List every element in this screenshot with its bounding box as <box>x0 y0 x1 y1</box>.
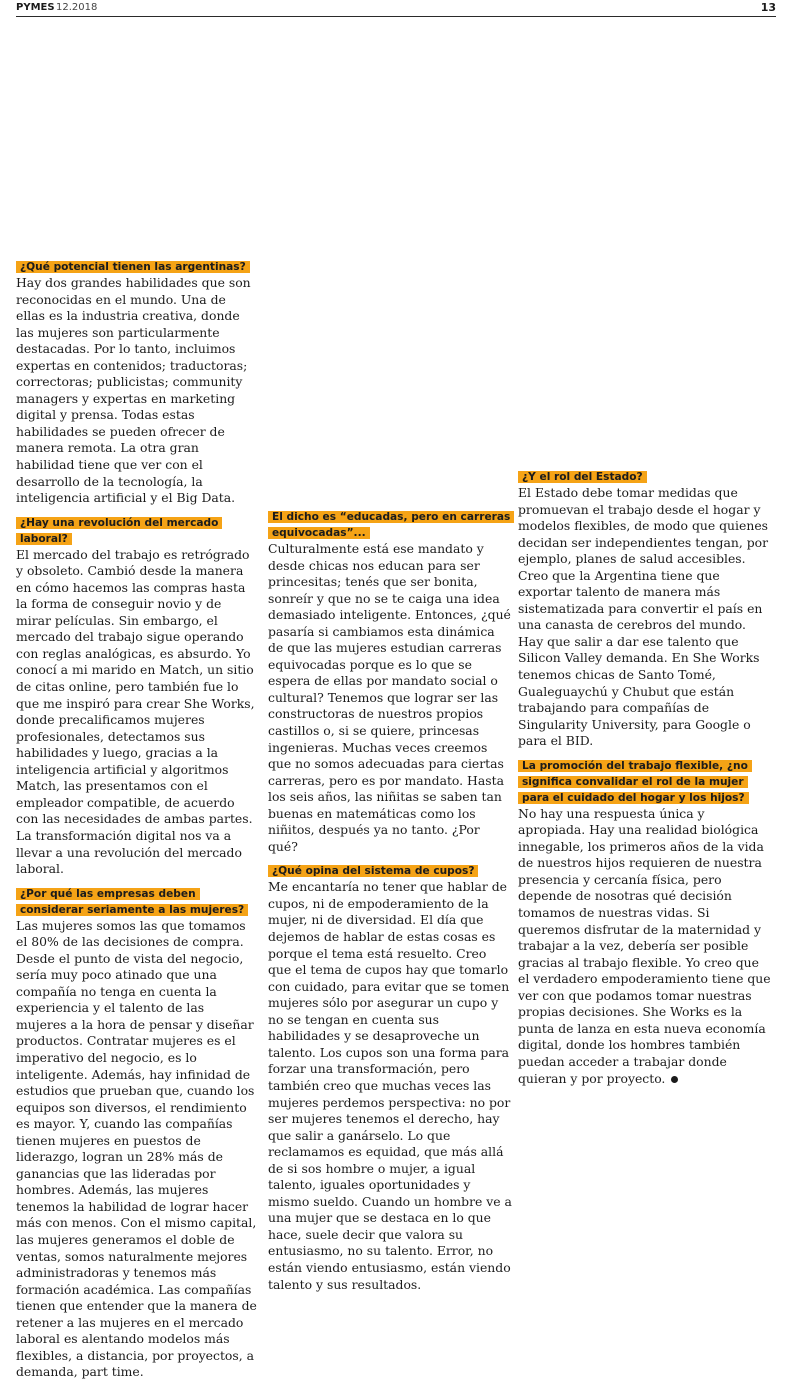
question-heading: ¿Hay una revolución del mercado laboral? <box>16 515 258 547</box>
column-1 <box>16 259 258 1380</box>
answer-paragraph: No hay una respuesta única y apropiada. Hay una realidad biológica innegable, los primeros años de la vida de nuestros hijos requieren de nuestra presencia y cercanía física, pero depende de nosotras qué decisión tomamos de nuestras vidas. Si queremos disfrutar de la maternidad y trabajar a la vez, debería ser posible gracias al trabajo flexible. Yo creo que el verdadero empoderamiento tiene que ver con que podamos tomar nuestras propias decisiones. She Works es la punta de lanza en esta nueva economía digital, donde los hombres también puedan acceder a trabajar donde quieran y por proyecto. <box>518 805 771 1086</box>
answer-paragraph: Me encantaría no tener que hablar de cupos, ni de empoderamiento de la mujer, ni de diversidad. El día que dejemos de hablar de estas cosas es porque el tema está resuelto. Creo que el tema de cupos hay que tomarlo con cuidado, para evitar que se tomen mujeres sólo por asegurar un cupo y no se tengan en cuenta sus habilidades y se desaproveche un talento. Los cupos son una forma para forzar una transformación, pero también creo que muchas veces las mujeres perdemos perspectiva: no por ser mujeres tenemos el derecho, hay que salir a ganárselo. Lo que reclamamos es equidad, que más allá de si sos hombre o mujer, a igual talento, iguales oportunidades y mismo sueldo. Cuando un hombre ve a una mujer que se destaca en lo que hace, suele decir que valora su entusiasmo, no su talento. Error, no están viendo entusiasmo, están viendo talento y sus resultados. <box>268 879 512 1292</box>
page-number: 13 <box>760 1 776 14</box>
question-heading: ¿Y el rol del Estado? <box>518 469 772 485</box>
section-name: PYMES <box>16 2 55 13</box>
question-heading: El dicho es “educadas, pero en carreras equivocadas”... <box>268 509 512 541</box>
answer-paragraph: Culturalmente está ese mandato y desde chicas nos educan para ser princesitas; tenés que ser bonita, sonreír y que no se te caiga una idea demasiado inteligente. Entonces, ¿qué pasaría si cambiamos esta dinámica de que las mujeres estudian carreras equivocadas porque es lo que se espera de ellas por mandato social o cultural? Tenemos que lograr ser las constructoras de nuestros propios castillos o, si se quiere, princesas ingenieras. Muchas veces creemos que no somos adecuadas para ciertas carreras, pero es por mandato. Hasta los seis años, las niñitas se saben tan buenas en matemáticas como los niñitos, después ya no tanto. ¿Por qué? <box>268 541 511 854</box>
answer-paragraph: Hay dos grandes habilidades que son reconocidas en el mundo. Una de ellas es la industria creativa, donde las mujeres son particularmente destacadas. Por lo tanto, incluimos expertas en contenidos; traductoras; correctoras; publicistas; community managers y expertas en marketing digital y prensa. Todas estas habilidades se pueden ofrecer de manera remota. La otra gran habilidad tiene que ver con el desarrollo de la tecnología, la inteligencia artificial y el Big Data. <box>16 275 251 506</box>
page-header <box>16 0 776 17</box>
answer-paragraph: El mercado del trabajo es retrógrado y obsoleto. Cambió desde la manera en cómo hacemos las compras hasta la forma de conseguir novio y de mirar películas. Sin embargo, el mercado del trabajo sigue operando con reglas analógicas, es absurdo. Yo conocí a mi marido en Match, un sitio de citas online, pero también fue lo que me inspiró para crear She Works, donde precalificamos mujeres profesionales, detectamos sus habilidades y luego, gracias a la inteligencia artificial y algoritmos Match, las presentamos con el empleador compatible, de acuerdo con las necesidades de ambas partes. La transformación digital nos va a llevar a una revolución del mercado laboral. <box>16 546 255 877</box>
question-heading: La promoción del trabajo flexible, ¿no significa convalidar el rol de la mujer para el cuidado del hogar y los hijos? <box>518 758 772 806</box>
end-of-article-mark <box>671 1076 678 1083</box>
answer-paragraph: Las mujeres somos las que tomamos el 80% de las decisiones de compra. Desde el punto de vista del negocio, sería muy poco atinado que una compañía no tenga en cuenta la experiencia y el talento de las mujeres a la hora de pensar y diseñar productos. Contratar mujeres es el imperativo del negocio, es lo inteligente. Además, hay infinidad de estudios que prueban que, cuando los equipos son diversos, el rendimiento es mayor. Y, cuando las compañías tienen mujeres en puestos de liderazgo, logran un 28% más de ganancias que las lideradas por hombres. Además, las mujeres tenemos la habilidad de lograr hacer más con menos. Con el mismo capital, las mujeres generamos el doble de ventas, somos naturalmente mejores administradoras y tenemos más formación académica. Las compañías tienen que entender que la manera de retener a las mujeres en el mercado laboral es alentando modelos más flexibles, a distancia, por proyectos, a demanda, part time. <box>16 917 257 1380</box>
answer-paragraph: El Estado debe tomar medidas que promuevan el trabajo desde el hogar y modelos flexibles, de modo que quienes decidan ser independientes tengan, por ejemplo, planes de salud accesibles. Creo que la Argentina tiene que exportar talento de manera más sistematizada para convertir el país en una canasta de cerebros del mundo. Hay que salir a dar ese talento que Silicon Valley demanda. En She Works tenemos chicas de Santo Tomé, Gualeguaychú y Chubut que están trabajando para compañías de Singularity University, para Google o para el BID. <box>518 485 769 749</box>
question-heading: ¿Qué potencial tienen las argentinas? <box>16 259 258 275</box>
question-heading: ¿Qué opina del sistema de cupos? <box>268 863 512 879</box>
column-3 <box>518 259 772 1086</box>
issue-date: 12.2018 <box>56 2 98 13</box>
column-2 <box>268 259 512 1292</box>
question-heading: ¿Por qué las empresas deben considerar seriamente a las mujeres? <box>16 886 258 918</box>
